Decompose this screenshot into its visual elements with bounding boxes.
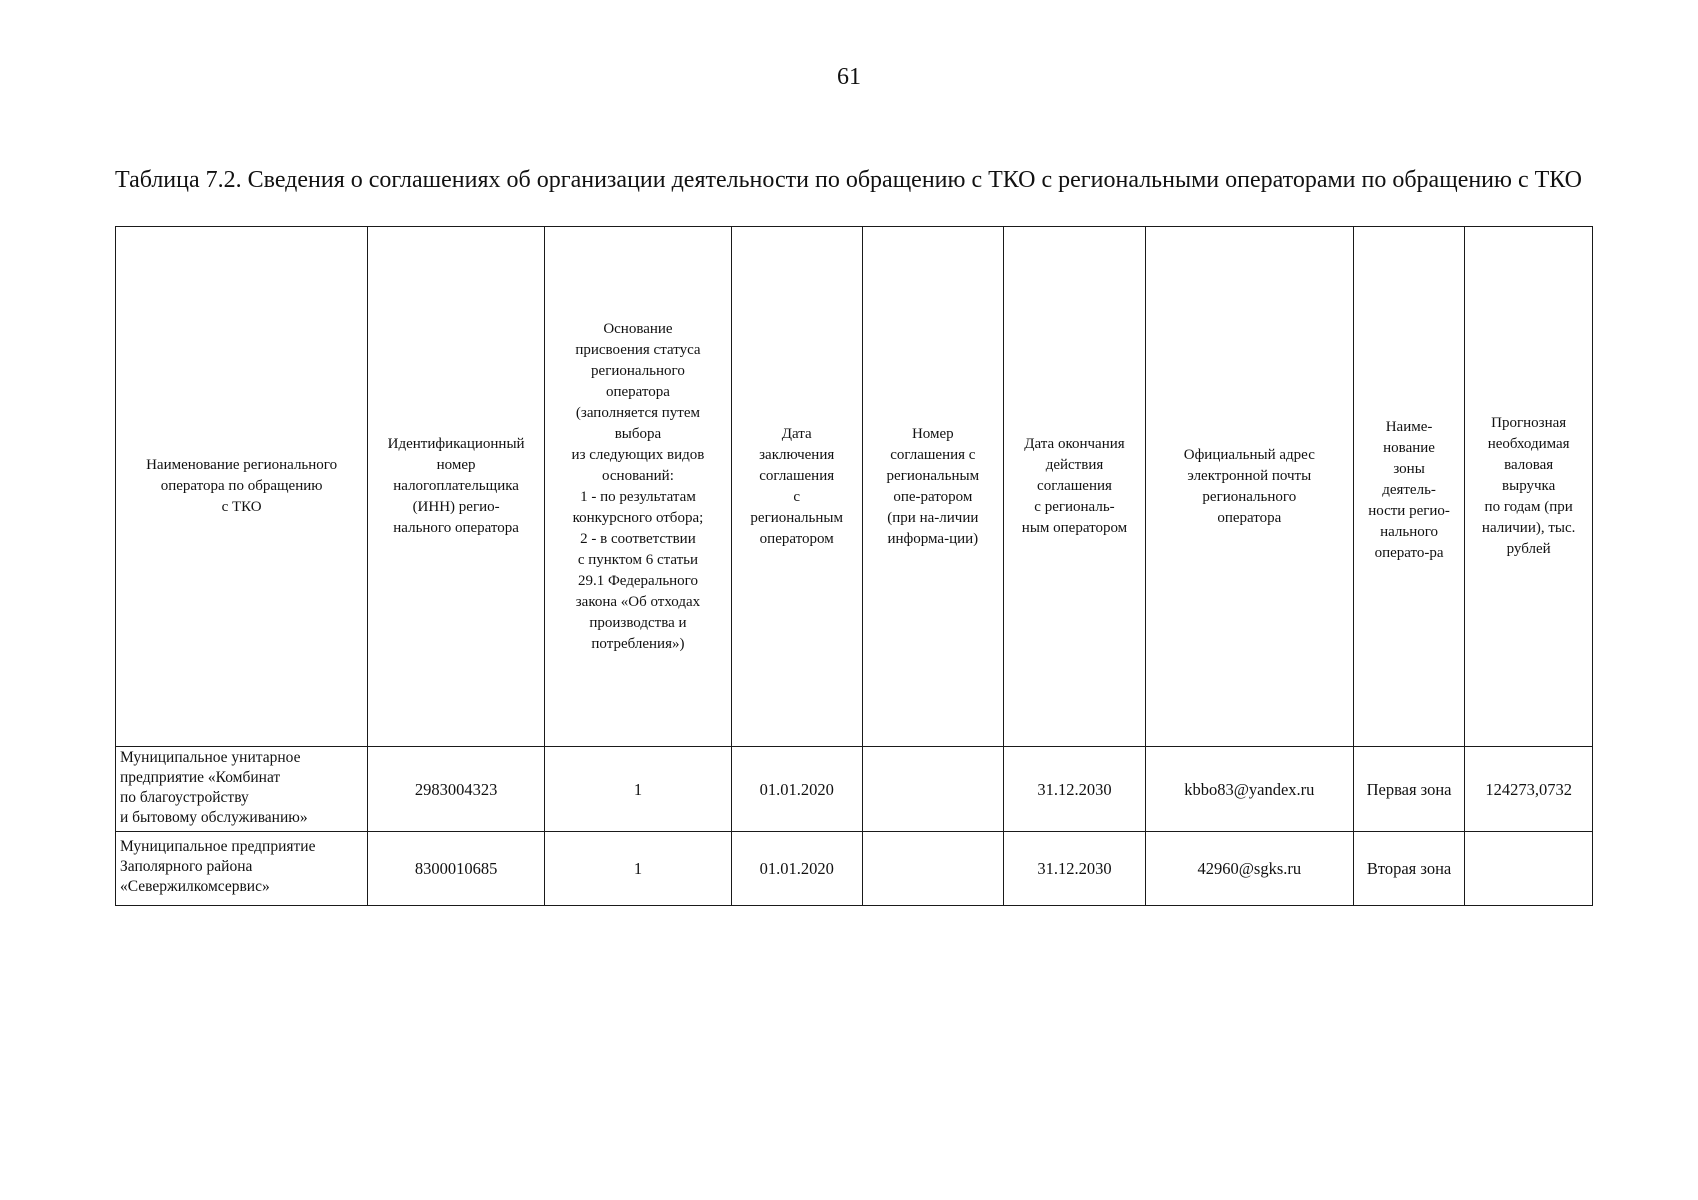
zone-cell: Вторая зона <box>1353 832 1465 906</box>
table-header-row <box>116 227 1593 747</box>
zone-cell: Первая зона <box>1353 747 1465 832</box>
basis-cell: 1 <box>545 747 732 832</box>
end-date-cell: 31.12.2030 <box>1004 832 1146 906</box>
agreement-date-cell: 01.01.2020 <box>731 832 862 906</box>
end-date-cell: 31.12.2030 <box>1004 747 1146 832</box>
header-email: Официальный адрес электронной почты регионального оператора <box>1145 227 1353 747</box>
header-agreement-number: Номер соглашения с региональным опе-ратором (при на-личии информа-ции) <box>862 227 1004 747</box>
page-number: 61 <box>837 64 861 90</box>
operator-name-cell: Муниципальное предприятие Заполярного района «Севержилкомсервис» <box>116 832 368 906</box>
inn-cell: 8300010685 <box>368 832 545 906</box>
header-revenue: Прогнозная необходимая валовая выручка по годам (при наличии), тыс. рублей <box>1465 227 1593 747</box>
revenue-cell: 124273,0732 <box>1465 747 1593 832</box>
email-cell: 42960@sgks.ru <box>1145 832 1353 906</box>
agreement-number-cell <box>862 832 1004 906</box>
basis-cell: 1 <box>545 832 732 906</box>
inn-cell: 2983004323 <box>368 747 545 832</box>
header-agreement-date: Дата заключения соглашения с региональным оператором <box>731 227 862 747</box>
header-status-basis: Основание присвоения статуса регионального оператора (заполняется путем выбора из следующих видов оснований: 1 - по результатам конкурсного отбора; 2 - в соответствии с пунктом 6 статьи 29.1 Федерального закона «Об отходах производства и потребления») <box>545 227 732 747</box>
agreements-table <box>115 226 1593 906</box>
table-row <box>116 747 1593 832</box>
header-zone: Наиме- нование зоны деятель- ности регио- нального операто-ра <box>1353 227 1465 747</box>
email-cell: kbbo83@yandex.ru <box>1145 747 1353 832</box>
table-caption: Таблица 7.2. Сведения о соглашениях об организации деятельности по обращению с ТКО с региональными операторами по обращению с ТКО <box>115 167 1583 193</box>
header-operator-name: Наименование регионального оператора по обращению с ТКО <box>116 227 368 747</box>
agreement-number-cell <box>862 747 1004 832</box>
operator-name-cell: Муниципальное унитарное предприятие «Комбинат по благоустройству и бытовому обслуживанию» <box>116 747 368 832</box>
header-end-date: Дата окончания действия соглашения с региональ- ным оператором <box>1004 227 1146 747</box>
revenue-cell <box>1465 832 1593 906</box>
table-row <box>116 832 1593 906</box>
agreement-date-cell: 01.01.2020 <box>731 747 862 832</box>
header-inn: Идентификационный номер налогоплательщика (ИНН) регио- нального оператора <box>368 227 545 747</box>
